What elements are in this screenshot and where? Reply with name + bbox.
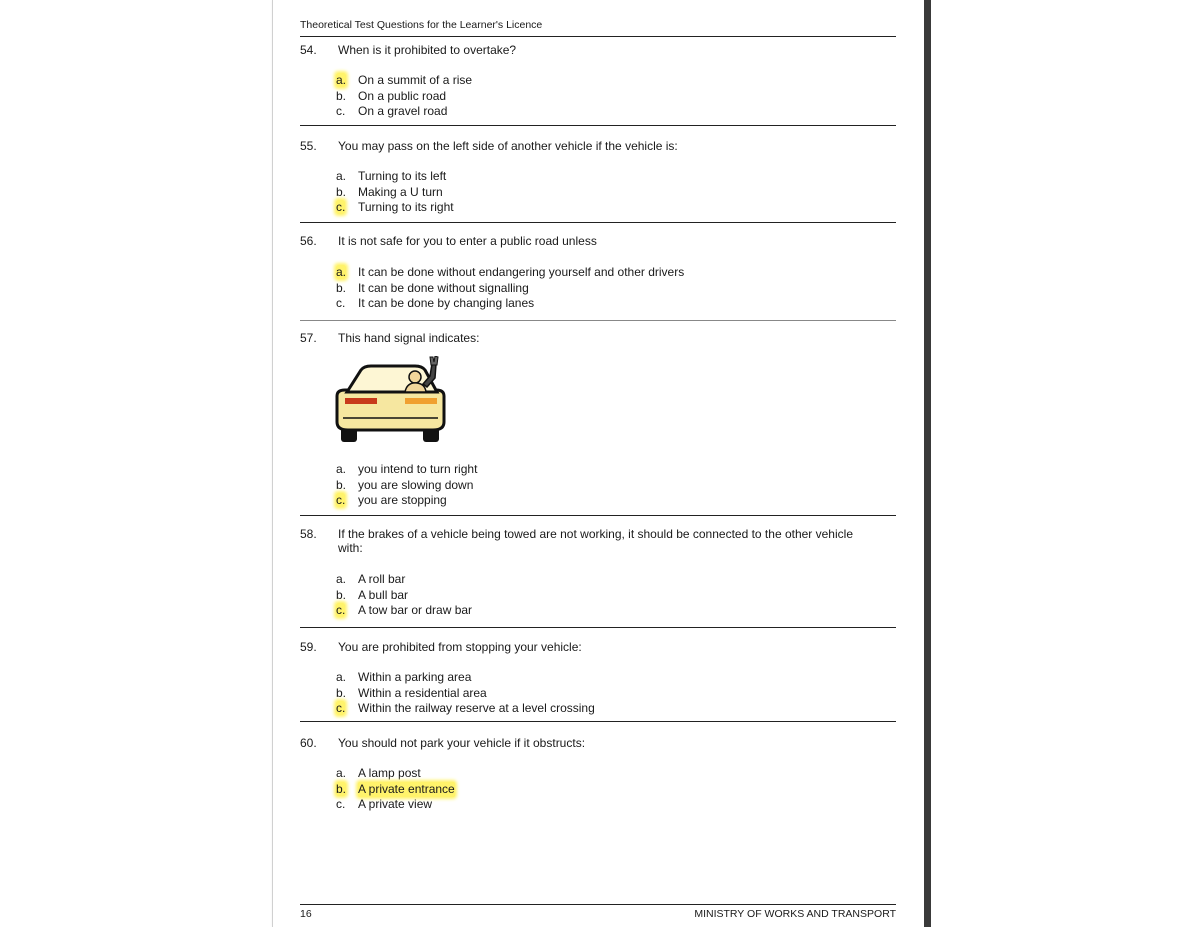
divider bbox=[300, 125, 896, 126]
answer-highlight: c. bbox=[336, 701, 346, 715]
answer-highlight: c. bbox=[336, 603, 346, 617]
question-text: It is not safe for you to enter a public road unless bbox=[338, 234, 597, 248]
option-letter: c. bbox=[336, 296, 346, 310]
question-57-options bbox=[300, 462, 896, 509]
option-letter: c. bbox=[336, 104, 346, 118]
question-56 bbox=[300, 234, 896, 312]
answer-highlight: c. bbox=[336, 493, 346, 507]
option-a bbox=[300, 766, 896, 782]
option-b bbox=[300, 281, 896, 297]
option-text: Making a U turn bbox=[358, 184, 443, 199]
question-60 bbox=[300, 736, 896, 813]
question-number: 60. bbox=[300, 736, 317, 750]
option-text: On a public road bbox=[358, 88, 447, 103]
question-57 bbox=[300, 331, 896, 345]
option-letter: a. bbox=[336, 462, 347, 476]
tail-light-right bbox=[405, 398, 437, 404]
option-letter: b. bbox=[336, 184, 347, 199]
option-text: It can be done by changing lanes bbox=[358, 296, 535, 310]
option-text: you are stopping bbox=[358, 493, 447, 507]
option-text: A private view bbox=[358, 797, 433, 811]
option-letter: b. bbox=[336, 477, 347, 492]
question-number: 54. bbox=[300, 43, 317, 57]
signalling-hand bbox=[430, 356, 438, 365]
option-text: A roll bar bbox=[358, 572, 406, 586]
question-text: You should not park your vehicle if it obstructs: bbox=[338, 736, 586, 750]
option-text: Within a residential area bbox=[358, 685, 487, 700]
option-a bbox=[300, 265, 896, 281]
answer-highlight: c. bbox=[336, 200, 346, 214]
page-footer bbox=[300, 904, 896, 920]
option-letter: a. bbox=[336, 670, 347, 684]
option-text: It can be done without endangering yourself and other drivers bbox=[358, 265, 685, 279]
page-edge-shadow bbox=[924, 0, 931, 927]
option-text: Turning to its left bbox=[358, 169, 447, 183]
answer-highlight: b. bbox=[336, 781, 347, 796]
option-b bbox=[300, 89, 896, 105]
option-text: It can be done without signalling bbox=[358, 280, 529, 295]
driver-head bbox=[409, 371, 421, 383]
option-a bbox=[300, 670, 896, 686]
ministry-name: MINISTRY OF WORKS AND TRANSPORT bbox=[694, 908, 896, 920]
question-number: 56. bbox=[300, 234, 317, 248]
option-b bbox=[300, 686, 896, 702]
page-header: Theoretical Test Questions for the Learner's Licence bbox=[300, 19, 896, 37]
divider bbox=[300, 222, 896, 223]
question-58 bbox=[300, 527, 896, 619]
option-text: you are slowing down bbox=[358, 477, 474, 492]
tail-light-left bbox=[345, 398, 377, 404]
option-text: A bull bar bbox=[358, 587, 409, 602]
car-body bbox=[337, 390, 444, 430]
option-text: On a gravel road bbox=[358, 104, 448, 118]
option-c bbox=[300, 797, 896, 813]
option-c bbox=[300, 104, 896, 120]
answer-highlight: a. bbox=[336, 265, 347, 279]
option-text: A tow bar or draw bar bbox=[358, 603, 473, 617]
option-c bbox=[300, 296, 896, 312]
question-text: When is it prohibited to overtake? bbox=[338, 43, 517, 57]
option-text: you intend to turn right bbox=[358, 462, 478, 476]
page-number: 16 bbox=[300, 908, 312, 920]
option-a bbox=[300, 462, 896, 478]
answer-highlight: a. bbox=[336, 73, 347, 87]
option-c bbox=[300, 701, 896, 717]
option-text: A lamp post bbox=[358, 766, 421, 780]
option-letter: b. bbox=[336, 280, 347, 295]
option-letter: c. bbox=[336, 797, 346, 811]
question-text: You are prohibited from stopping your vehicle: bbox=[338, 640, 582, 654]
question-54 bbox=[300, 43, 896, 120]
option-letter: b. bbox=[336, 88, 347, 103]
option-letter: a. bbox=[336, 766, 347, 780]
option-a bbox=[300, 572, 896, 588]
option-text: Within the railway reserve at a level crossing bbox=[358, 701, 595, 715]
question-text: You may pass on the left side of another vehicle if the vehicle is: bbox=[338, 139, 678, 153]
option-text: Turning to its right bbox=[358, 200, 454, 214]
option-letter: a. bbox=[336, 169, 347, 183]
option-c bbox=[300, 603, 896, 619]
car-hand-signal-illustration bbox=[333, 356, 448, 446]
option-c bbox=[300, 200, 896, 216]
option-letter: a. bbox=[336, 572, 347, 586]
option-b bbox=[300, 478, 896, 494]
divider bbox=[300, 627, 896, 628]
option-b bbox=[300, 782, 896, 798]
option-a bbox=[300, 169, 896, 185]
divider bbox=[300, 515, 896, 516]
question-number: 59. bbox=[300, 640, 317, 654]
question-text: This hand signal indicates: bbox=[338, 331, 480, 345]
question-number: 58. bbox=[300, 527, 317, 541]
option-letter: b. bbox=[336, 685, 347, 700]
option-c bbox=[300, 493, 896, 509]
option-text: Within a parking area bbox=[358, 670, 472, 684]
option-b bbox=[300, 185, 896, 201]
question-55 bbox=[300, 139, 896, 216]
answer-highlight-text: A private entrance bbox=[358, 781, 455, 796]
question-59 bbox=[300, 640, 896, 717]
option-b bbox=[300, 588, 896, 604]
option-text: On a summit of a rise bbox=[358, 73, 473, 87]
option-a bbox=[300, 73, 896, 89]
question-number: 55. bbox=[300, 139, 317, 153]
option-letter: b. bbox=[336, 587, 347, 602]
question-text: If the brakes of a vehicle being towed are not working, it should be connected to the other vehicle with: bbox=[338, 527, 853, 555]
question-number: 57. bbox=[300, 331, 317, 345]
divider bbox=[300, 320, 896, 321]
divider bbox=[300, 721, 896, 722]
